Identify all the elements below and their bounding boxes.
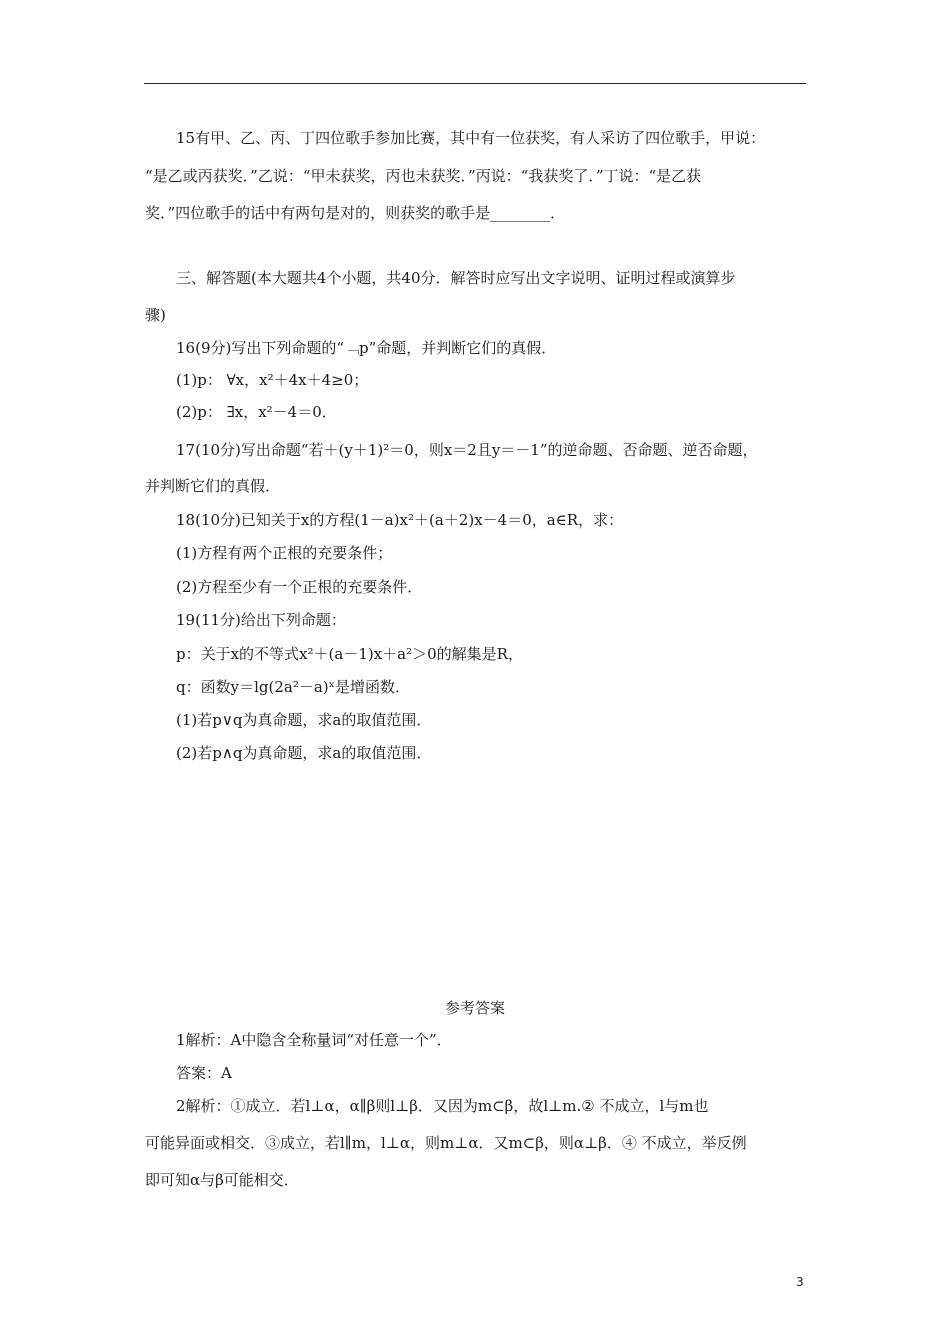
q19-part1: (1)若p∨q为真命题，求a的取值范围．: [176, 711, 432, 729]
header-rule: [144, 83, 806, 84]
q18-part2: (2)方程至少有一个正根的充要条件．: [176, 578, 423, 596]
q19-prop-q: q：函数y＝lg(2a²－a)ˣ是增函数．: [176, 678, 410, 696]
q19-prop-p: p：关于x的不等式x²＋(a－1)x＋a²＞0的解集是R，: [176, 645, 523, 663]
answer-1-explanation: 1解析：A中隐含全称量词“对任意一个”．: [176, 1031, 452, 1049]
q19-part2: (2)若p∧q为真命题，求a的取值范围．: [176, 744, 432, 762]
answers-title: 参考答案: [444, 999, 505, 1017]
answer-1-answer: 答案：A: [176, 1064, 232, 1082]
answer-2-line2: 可能异面或相交．③成立，若l∥m，l⊥α，则m⊥α．又m⊂β，则α⊥β．④ 不成立，举反例: [145, 1134, 747, 1152]
page-number: 3: [796, 1275, 804, 1289]
q17-line2: 并判断它们的真假．: [145, 477, 281, 495]
q16-stem: 16(9分)写出下列命题的“﹁p”命题，并判断它们的真假．: [176, 339, 557, 357]
answer-2-line3: 即可知α与β可能相交．: [145, 1171, 299, 1189]
section3-heading-cont: 骤): [145, 306, 166, 324]
q17-line1: 17(10分)写出命题“若＋(y＋1)²＝0，则x＝2且y＝－1”的逆命题、否命题、逆否命题，: [176, 441, 758, 459]
q15-line2: “是乙或丙获奖．”乙说：“甲未获奖，丙也未获奖．”丙说：“我获奖了．”丁说：“是乙获: [145, 167, 702, 185]
q16-part1: (1)p： ∀x，x²＋4x＋4≥0；: [176, 371, 369, 389]
q19-stem: 19(11分)给出下列命题：: [176, 611, 346, 629]
answer-2-line1: 2解析：①成立．若l⊥α，α∥β则l⊥β．又因为m⊂β，故l⊥m.② 不成立，l与m也: [176, 1097, 709, 1115]
q15-line1: 15有甲、乙、丙、丁四位歌手参加比赛，其中有一位获奖，有人采访了四位歌手，甲说：: [176, 129, 766, 147]
q18-part1: (1)方程有两个正根的充要条件；: [176, 544, 393, 562]
q18-stem: 18(10分)已知关于x的方程(1－a)x²＋(a＋2)x－4＝0，a∈R，求：: [176, 511, 624, 529]
section3-heading: 三、解答题(本大题共4个小题，共40分．解答时应写出文字说明、证明过程或演算步: [176, 269, 736, 287]
q15-line3: 奖．”四位歌手的话中有两句是对的，则获奖的歌手是________．: [145, 204, 566, 222]
q16-part2: (2)p： ∃x，x²－4＝0．: [176, 403, 337, 421]
